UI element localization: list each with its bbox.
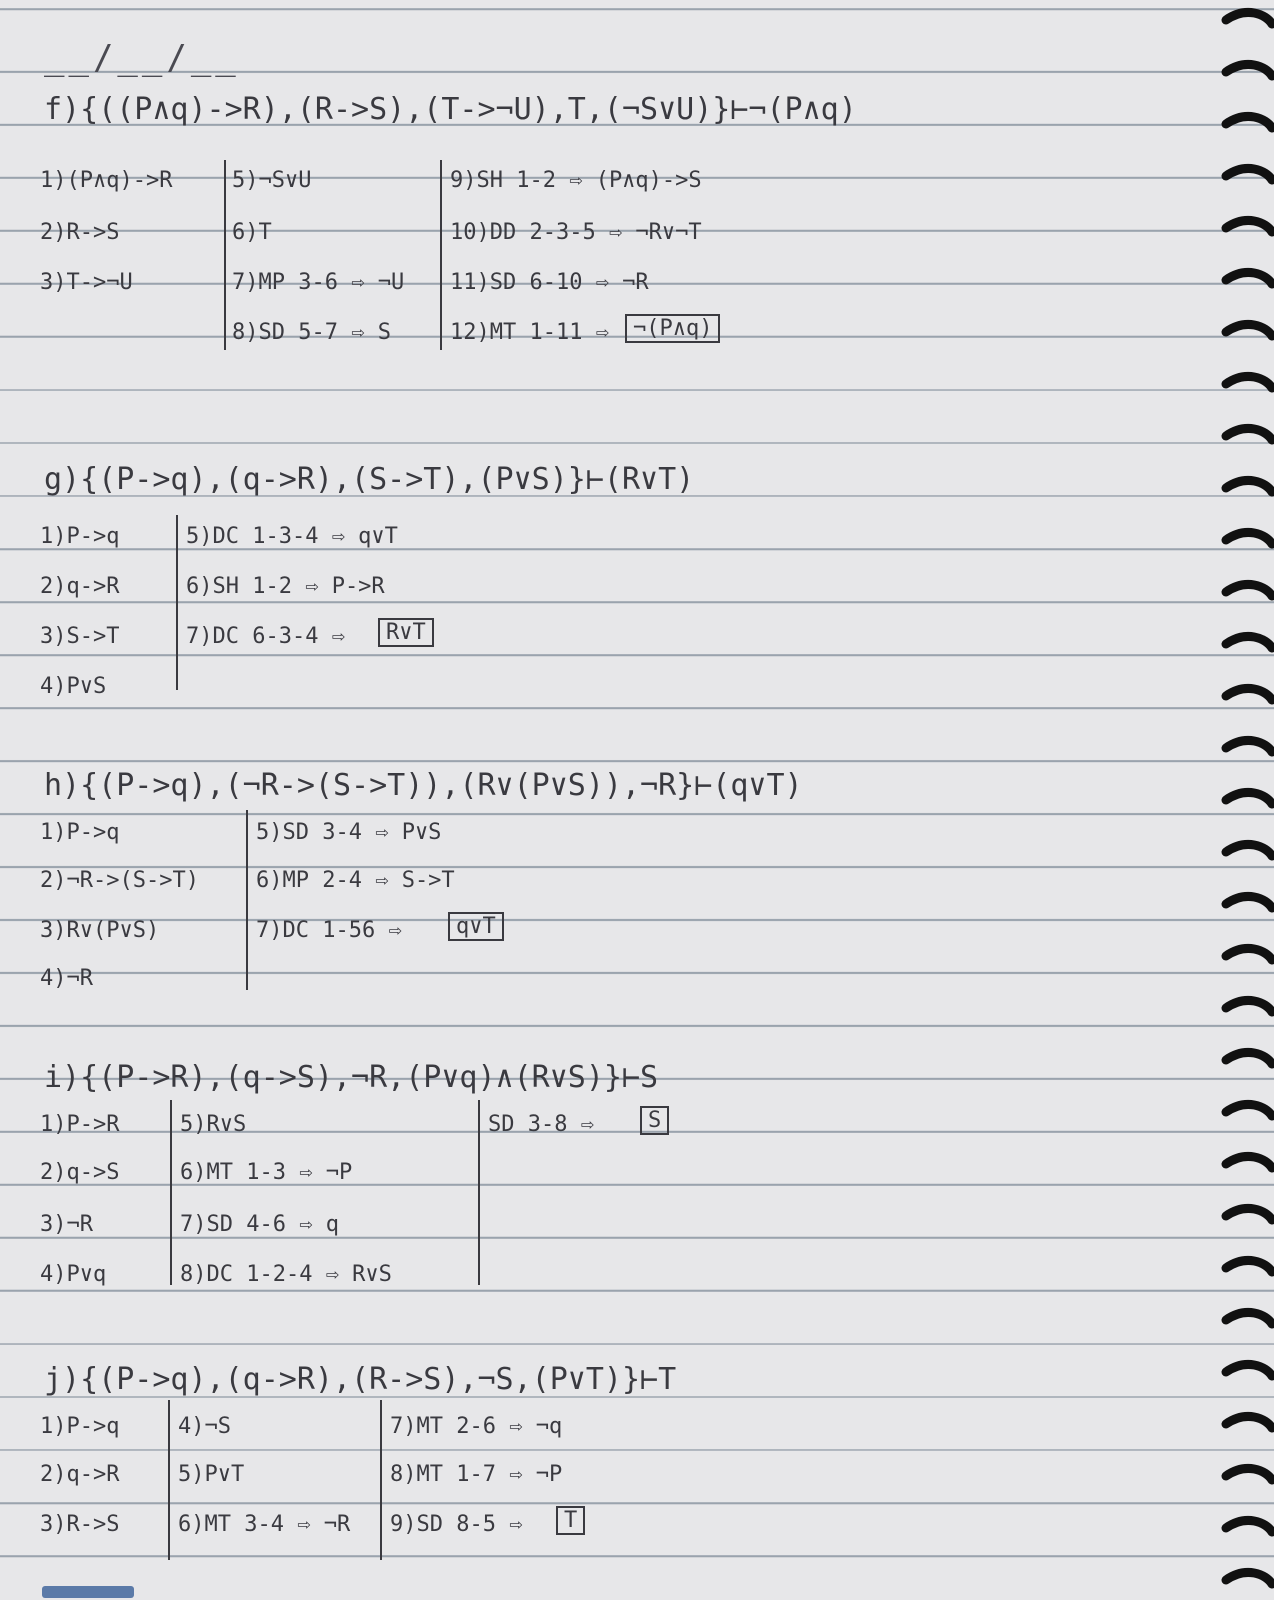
step: 6)MT 1-3 ⇨ ¬P [180, 1160, 353, 1185]
step: 1)P->q [40, 820, 120, 845]
step: 2)¬R->(S->T) [40, 868, 199, 893]
step: 2)q->S [40, 1160, 120, 1185]
step: 10)DD 2-3-5 ⇨ ¬R∨¬T [450, 220, 702, 245]
step: 5)P∨T [178, 1462, 245, 1487]
exercise-h-header: h){(P->q),(¬R->(S->T)),(R∨(P∨S)),¬R}⊢(q∨T) [44, 768, 803, 803]
spiral-coil [1226, 272, 1272, 284]
spiral-coil [1226, 1260, 1272, 1272]
spiral-coil [1226, 532, 1272, 544]
column-divider [176, 515, 178, 690]
exercise-j-header: j){(P->q),(q->R),(R->S),¬S,(P∨T)}⊢T [44, 1362, 677, 1397]
step: 2)R->S [40, 220, 120, 245]
spiral-coil [1226, 220, 1272, 232]
exercise-i-header: i){(P->R),(q->S),¬R,(P∨q)∧(R∨S)}⊢S [44, 1060, 659, 1095]
spiral-binding [1216, 0, 1274, 1600]
spiral-coil [1226, 948, 1272, 960]
spiral-coil [1226, 12, 1272, 24]
step: 7)MP 3-6 ⇨ ¬U [232, 270, 405, 295]
exercise-f-header: f){((P∧q)->R),(R->S),(T->¬U),T,(¬S∨U)}⊢¬(P∧q) [44, 92, 857, 127]
spiral-coil [1226, 480, 1272, 492]
spiral-coil [1226, 896, 1272, 908]
spiral-coil [1226, 1052, 1272, 1064]
spiral-coil [1226, 1104, 1272, 1116]
column-divider [380, 1400, 382, 1560]
step: 8)DC 1-2-4 ⇨ R∨S [180, 1262, 392, 1287]
column-divider [246, 810, 248, 990]
boxed-conclusion: R∨T [378, 618, 434, 647]
step: 2)q->R [40, 1462, 120, 1487]
step: 8)SD 5-7 ⇨ S [232, 320, 391, 345]
spiral-coil [1226, 688, 1272, 700]
step: 6)MT 3-4 ⇨ ¬R [178, 1512, 351, 1537]
spiral-coil [1226, 1468, 1272, 1480]
step: 6)MP 2-4 ⇨ S->T [256, 868, 455, 893]
step: 4)¬S [178, 1414, 231, 1439]
spiral-coil [1226, 636, 1272, 648]
step: 1)P->q [40, 1414, 120, 1439]
step: 9)SH 1-2 ⇨ (P∧q)->S [450, 168, 702, 193]
step: 1)P->R [40, 1112, 120, 1137]
step: 6)T [232, 220, 272, 245]
spiral-coil [1226, 1312, 1272, 1324]
spiral-coil [1226, 1520, 1272, 1532]
step: 5)SD 3-4 ⇨ P∨S [256, 820, 442, 845]
spiral-coil [1226, 844, 1272, 856]
step: 1)(P∧q)->R [40, 168, 173, 193]
column-divider [170, 1100, 172, 1285]
step: 11)SD 6-10 ⇨ ¬R [450, 270, 649, 295]
step: 3)¬R [40, 1212, 93, 1237]
step: 7)MT 2-6 ⇨ ¬q [390, 1414, 563, 1439]
step: 4)P∨q [40, 1262, 107, 1287]
spiral-coil [1226, 1416, 1272, 1428]
column-divider [440, 160, 442, 350]
step: 5)DC 1-3-4 ⇨ q∨T [186, 524, 398, 549]
date-placeholder: __/__/__ [44, 38, 240, 78]
step: 5)R∨S [180, 1112, 247, 1137]
exercise-g-header: g){(P->q),(q->R),(S->T),(P∨S)}⊢(R∨T) [44, 462, 695, 497]
spiral-coil [1226, 584, 1272, 596]
spiral-coil [1226, 1572, 1272, 1584]
spiral-coil [1226, 428, 1272, 440]
boxed-conclusion: T [556, 1506, 585, 1535]
column-divider [478, 1100, 480, 1285]
spiral-coil [1226, 1156, 1272, 1168]
step: 6)SH 1-2 ⇨ P->R [186, 574, 385, 599]
step: 7)DC 1-56 ⇨ [256, 918, 402, 943]
column-divider [224, 160, 226, 350]
spiral-coil [1226, 1000, 1272, 1012]
boxed-conclusion: S [640, 1106, 669, 1135]
step: 8)MT 1-7 ⇨ ¬P [390, 1462, 563, 1487]
step: SD 3-8 ⇨ [488, 1112, 594, 1137]
spiral-coil [1226, 1208, 1272, 1220]
spiral-coil [1226, 64, 1272, 76]
step: 4)¬R [40, 966, 93, 991]
step: 5)¬S∨U [232, 168, 312, 193]
step: 3)S->T [40, 624, 120, 649]
spiral-coil [1226, 740, 1272, 752]
step: 9)SD 8-5 ⇨ [390, 1512, 523, 1537]
step: 3)R->S [40, 1512, 120, 1537]
step: 1)P->q [40, 524, 120, 549]
spiral-coil [1226, 1364, 1272, 1376]
boxed-conclusion: ¬(P∧q) [625, 314, 720, 343]
step: 4)P∨S [40, 674, 107, 699]
spiral-coil [1226, 168, 1272, 180]
page-corner-tab [42, 1586, 134, 1598]
step: 7)DC 6-3-4 ⇨ [186, 624, 345, 649]
step: 12)MT 1-11 ⇨ [450, 320, 609, 345]
boxed-conclusion: q∨T [448, 912, 504, 941]
spiral-coil [1226, 376, 1272, 388]
step: 3)T->¬U [40, 270, 133, 295]
spiral-coil [1226, 792, 1272, 804]
spiral-coil [1226, 116, 1272, 128]
step: 3)R∨(P∨S) [40, 918, 160, 943]
step: 7)SD 4-6 ⇨ q [180, 1212, 339, 1237]
step: 2)q->R [40, 574, 120, 599]
column-divider [168, 1400, 170, 1560]
spiral-coil [1226, 324, 1272, 336]
